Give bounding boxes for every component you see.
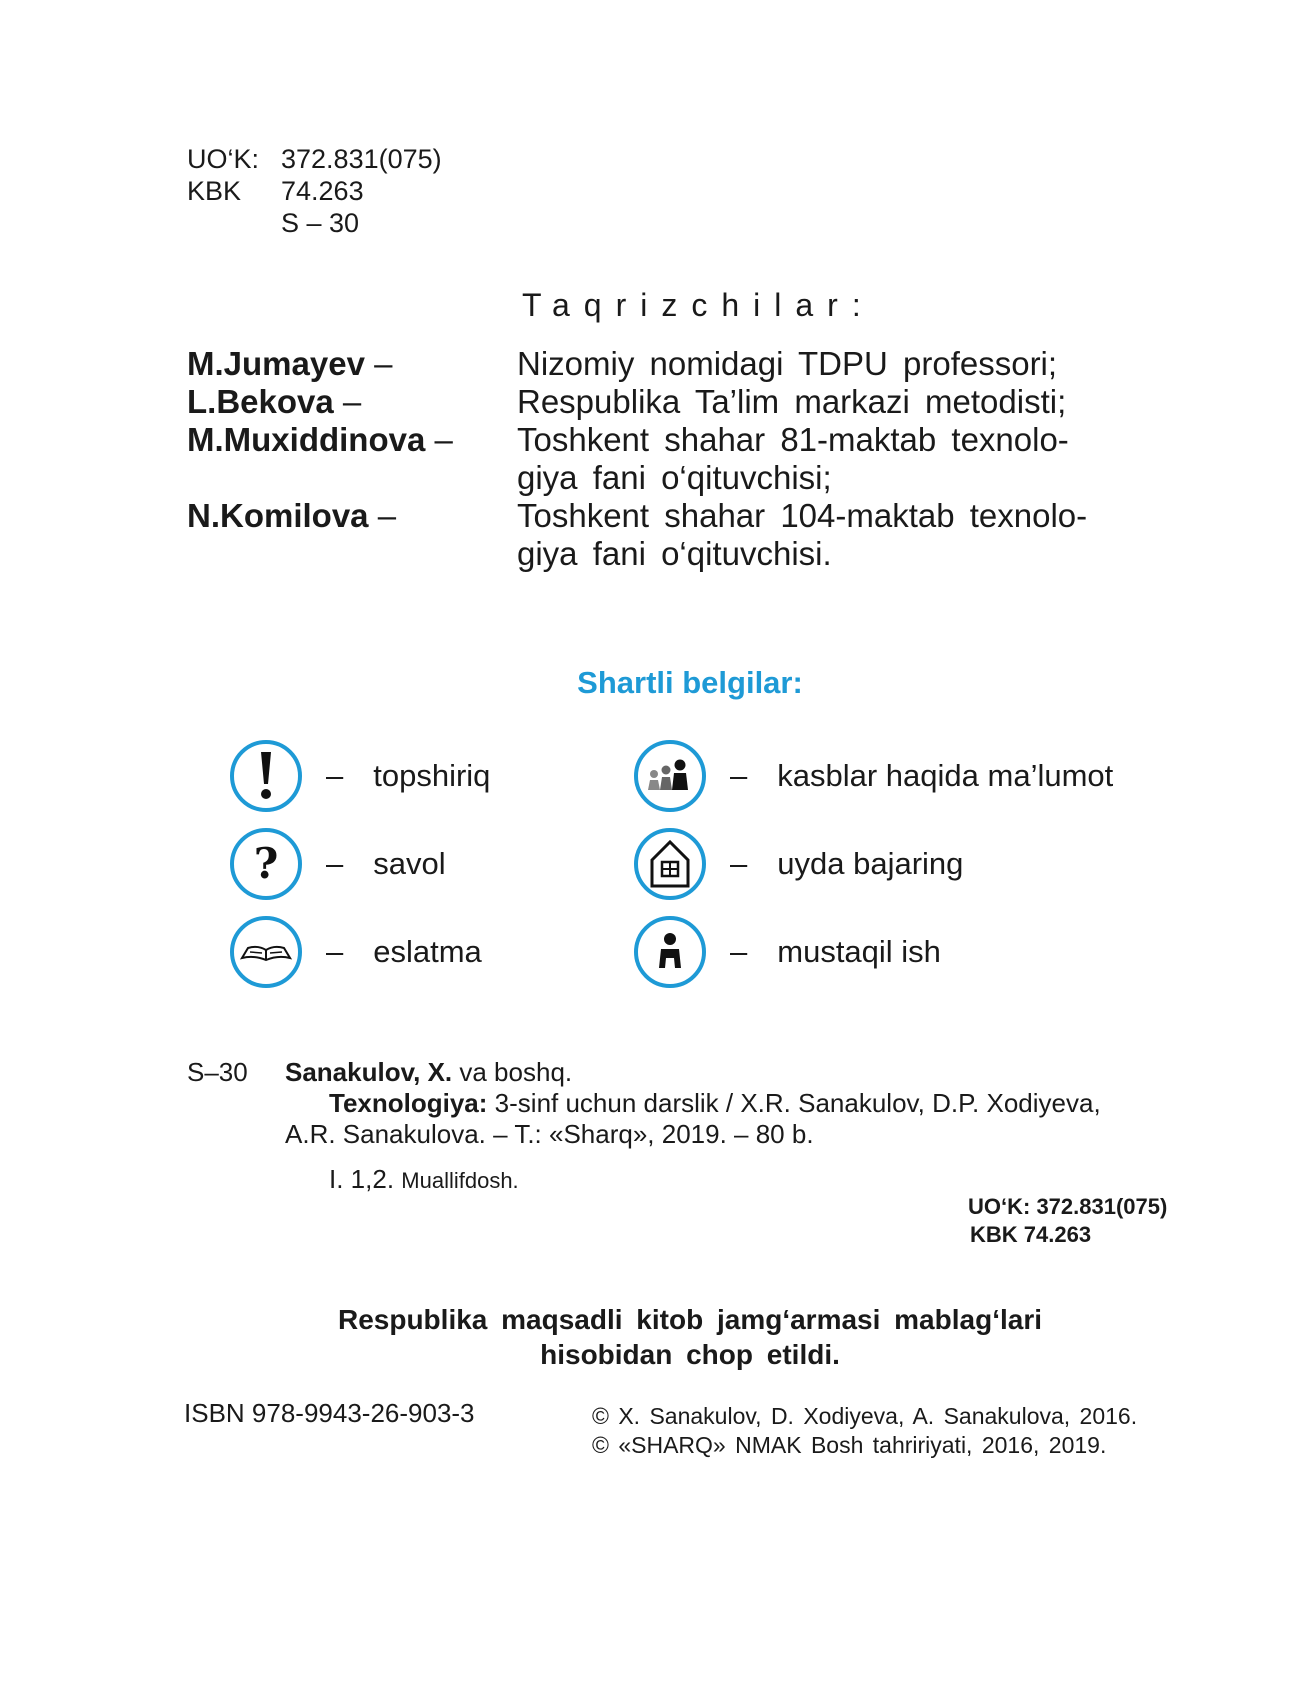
author-mark-value: S – 30 [281, 208, 360, 238]
bibliographic-record [187, 1057, 1207, 1196]
bib-title: Texnologiya: [329, 1088, 488, 1118]
legend-label: eslatma [373, 934, 482, 969]
legend-item-note [228, 914, 482, 990]
reviewer-row [187, 497, 1187, 573]
legend-dash: – [730, 846, 748, 881]
copyright-line: © X. Sanakulov, D. Xodiyeva, A. Sanakulova, 2016. [592, 1403, 1138, 1429]
bib-index: I. 1,2. [329, 1164, 395, 1194]
bib-line-publisher: A.R. Sanakulova. – T.: «Sharq», 2019. – 80 b. [285, 1119, 814, 1149]
person-icon [632, 914, 708, 990]
funding-line: hisobidan chop etildi. [540, 1339, 840, 1370]
legend-label: savol [373, 846, 446, 881]
author-mark-label [187, 207, 281, 239]
reviewer-description-cont: giya fani o‘qituvchisi; [517, 459, 832, 496]
bib-code: S–30 [187, 1057, 248, 1087]
reviewers-list [187, 345, 1187, 573]
legend-item-question [228, 826, 446, 902]
kbk-value: 74.263 [281, 176, 364, 206]
copyright-line: © «SHARQ» NMAK Bosh tahririyati, 2016, 2019. [592, 1432, 1107, 1458]
house-icon [632, 826, 708, 902]
isbn: ISBN 978-9943-26-903-3 [184, 1398, 475, 1428]
legend-dash: – [326, 846, 344, 881]
bib-title-rest: 3-sinf uchun darslik / X.R. Sanakulov, D.P. Xodiyeva, [494, 1088, 1101, 1118]
reviewers-heading: Taqrizchilar: [522, 287, 875, 323]
reviewer-row [187, 345, 1187, 383]
bib-index-note: Muallifdosh. [401, 1168, 519, 1193]
reviewer-dash: – [342, 383, 362, 420]
bib-author: Sanakulov, X. [285, 1057, 453, 1087]
bib-line-author [187, 1057, 1207, 1088]
svg-text:?: ? [253, 839, 279, 888]
reviewer-dash: – [434, 421, 453, 458]
udc-code-row [187, 143, 442, 175]
reviewer-description: Nizomiy nomidagi TDPU professori; [517, 345, 1058, 382]
udc-value: 372.831(075) [281, 144, 442, 174]
exclamation-icon [228, 738, 304, 814]
classification-codes [187, 143, 442, 239]
legend-item-professions [632, 738, 1113, 814]
reviewer-name: M.Muxiddinova [187, 421, 426, 458]
open-book-icon [228, 914, 304, 990]
reviewer-description: Toshkent shahar 81-maktab texnolo- [517, 421, 1069, 458]
legend-heading: Shartli belgilar: [577, 665, 803, 700]
reviewer-dash: – [377, 497, 397, 534]
author-mark-row [187, 207, 442, 239]
question-icon [228, 826, 304, 902]
legend-item-task [228, 738, 490, 814]
reviewer-dash: – [374, 345, 393, 382]
classification-codes-right [968, 1193, 1167, 1249]
udc-label: UO‘K: [187, 144, 260, 174]
legend-dash: – [326, 934, 344, 969]
legend-dash: – [730, 758, 748, 793]
reviewer-description: Respublika Ta’lim markazi metodisti; [517, 383, 1067, 420]
reviewer-row [187, 383, 1187, 421]
professions-people-icon [632, 738, 708, 814]
kbk-code-right: KBK 74.263 [970, 1222, 1092, 1247]
kbk-label: KBK [187, 176, 242, 206]
legend-dash: – [730, 934, 748, 969]
copyright-notice [592, 1402, 1137, 1460]
legend-label: mustaqil ish [777, 934, 941, 969]
legend-dash: – [326, 758, 344, 793]
bib-author-suffix: va boshq. [459, 1057, 573, 1087]
reviewer-description-cont: giya fani o‘qituvchisi. [517, 535, 832, 572]
reviewer-name: M.Jumayev [187, 345, 365, 382]
reviewer-row [187, 421, 1187, 497]
udc-code-right: UO‘K: 372.831(075) [968, 1194, 1168, 1219]
legend-label: uyda bajaring [777, 846, 964, 881]
reviewer-name: L.Bekova [187, 383, 334, 420]
legend-item-homework [632, 826, 963, 902]
legend-label: topshiriq [373, 758, 491, 793]
bib-line-index [187, 1164, 1207, 1196]
reviewer-description: Toshkent shahar 104-maktab texnolo- [517, 497, 1088, 534]
kbk-code-row [187, 175, 442, 207]
funding-note [0, 1302, 1300, 1372]
funding-line: Respublika maqsadli kitob jamg‘armasi mablag‘lari [337, 1304, 1042, 1335]
legend-label: kasblar haqida ma’lumot [777, 758, 1114, 793]
legend-item-independent-work [632, 914, 941, 990]
reviewer-name: N.Komilova [187, 497, 369, 534]
bib-line-title [187, 1088, 1207, 1119]
